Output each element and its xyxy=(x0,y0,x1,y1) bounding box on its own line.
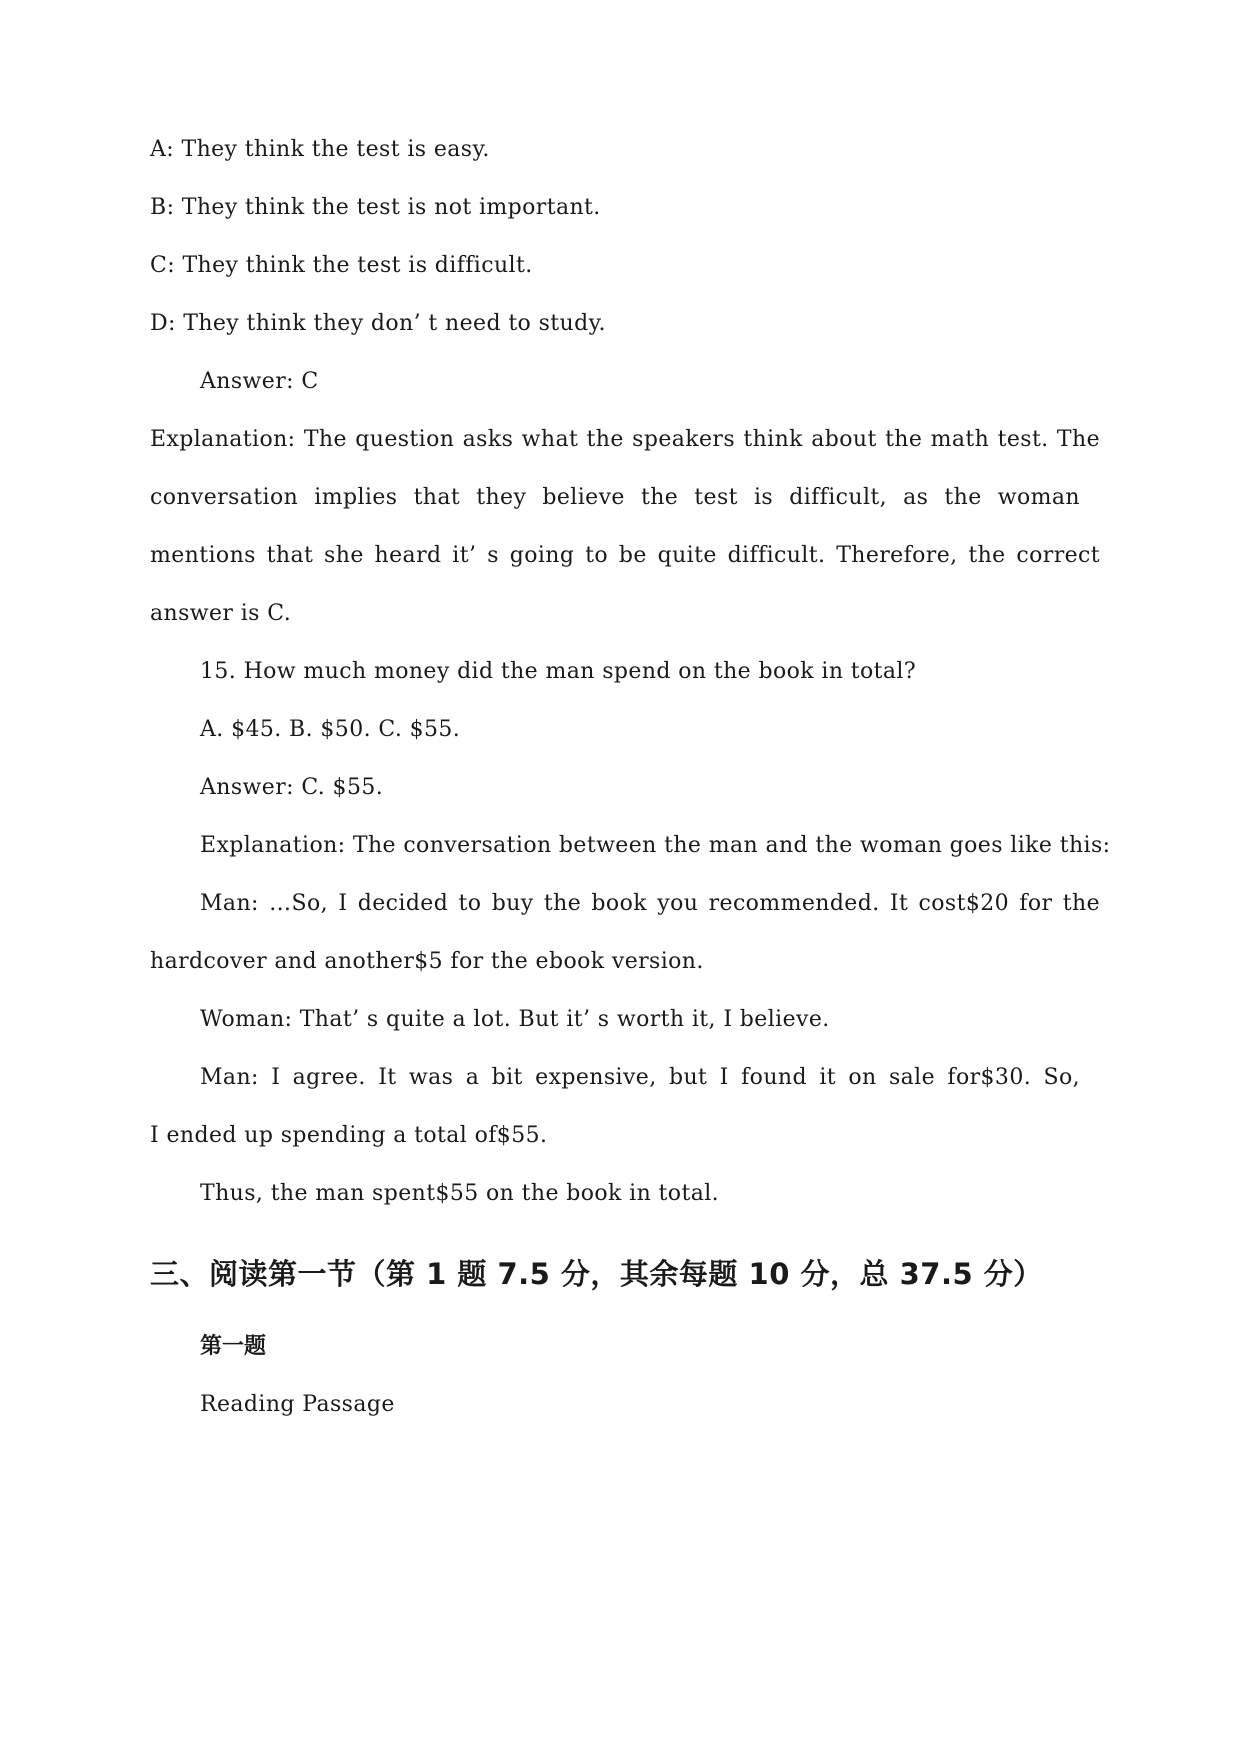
option-c: C: They think the test is difficult. xyxy=(150,253,533,278)
answer-15: Answer: C. $55. xyxy=(200,775,384,800)
explanation-15-intro: Explanation: The conversation between the man and the woman goes like this: xyxy=(200,833,1111,858)
question-15: 15. How much money did the man spend on the book in total? xyxy=(200,659,917,684)
explanation-14-line: conversation implies that they believe the test is difficult, as the woman xyxy=(150,485,1080,510)
subsection-heading: 第一题 xyxy=(200,1334,267,1359)
option-b: B: They think the test is not important. xyxy=(150,195,601,220)
question-15-choices: A. $45. B. $50. C. $55. xyxy=(200,717,461,742)
dialogue-line: Woman: That’ s quite a lot. But it’ s worth it, I believe. xyxy=(200,1007,830,1032)
explanation-14-line: mentions that she heard it’ s going to be quite difficult. Therefore, the correct xyxy=(150,543,1100,568)
dialogue-line: Man: I agree. It was a bit expensive, but I found it on sale for$30. So, xyxy=(200,1065,1080,1090)
conclusion-15: Thus, the man spent$55 on the book in total. xyxy=(200,1181,720,1206)
option-d: D: They think they don’ t need to study. xyxy=(150,311,606,336)
explanation-14-line: answer is C. xyxy=(150,601,292,626)
answer-14: Answer: C xyxy=(200,369,319,394)
dialogue-line: Man: …So, I decided to buy the book you recommended. It cost$20 for the xyxy=(200,891,1100,916)
dialogue-line: hardcover and another$5 for the ebook version. xyxy=(150,949,704,974)
option-a: A: They think the test is easy. xyxy=(150,137,490,162)
dialogue-line: I ended up spending a total of$55. xyxy=(150,1123,548,1148)
reading-passage-label: Reading Passage xyxy=(200,1392,395,1417)
explanation-14-line: Explanation: The question asks what the speakers think about the math test. The xyxy=(150,427,1100,452)
section-heading: 三、阅读第一节（第 1 题 7.5 分，其余每题 10 分，总 37.5 分） xyxy=(150,1257,1043,1291)
